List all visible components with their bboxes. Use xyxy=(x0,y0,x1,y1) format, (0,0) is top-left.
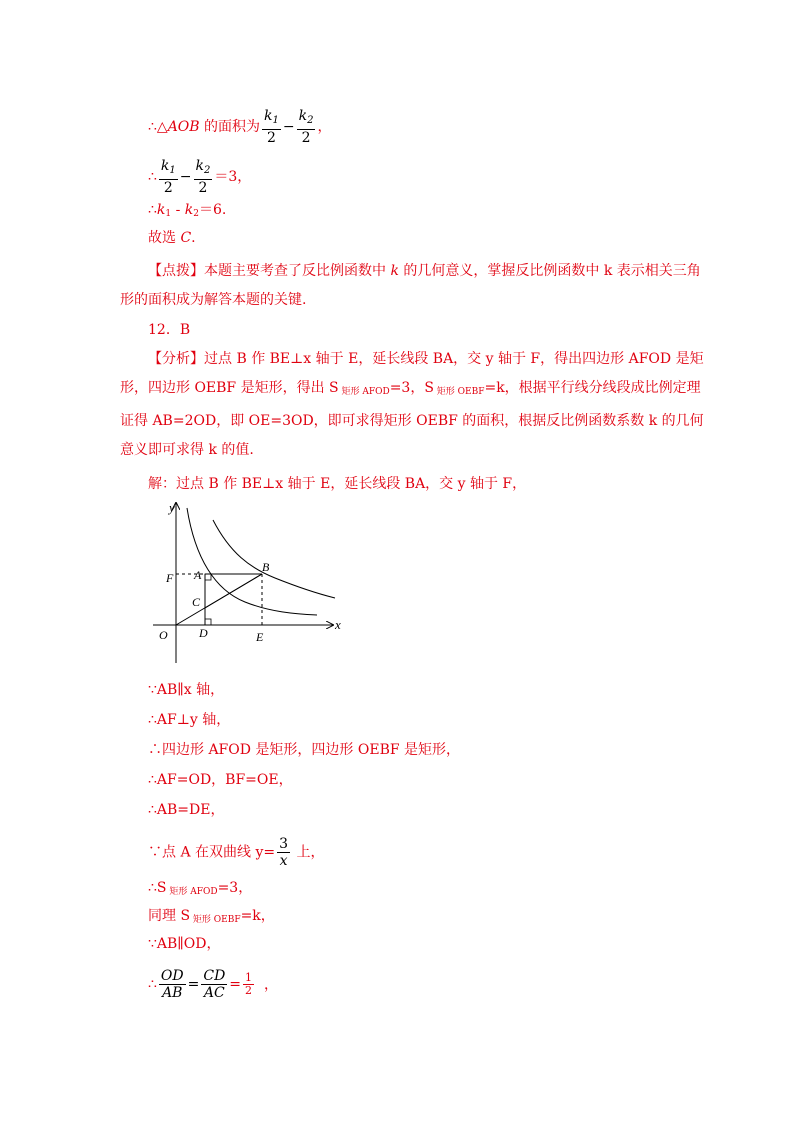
label-F: F xyxy=(166,571,174,585)
label-D: D xyxy=(199,626,208,640)
fraction-od-over-ab: $\frac{OD}{AB}$ xyxy=(160,968,184,1001)
label-x: x xyxy=(335,617,341,632)
step-2: ∴AF⊥y 轴， xyxy=(148,712,231,728)
step-8: 同理 S $_{矩形 OEBF}$=k， xyxy=(148,908,275,925)
equation-line-6: $\therefore k_1 - k_2=6$. xyxy=(148,202,227,219)
label-y: y xyxy=(169,500,175,515)
label-B: B xyxy=(262,560,270,574)
label-E: E xyxy=(256,630,264,644)
fraction-cd-over-ac: $\frac{CD}{AC}$ xyxy=(203,968,226,1001)
fenxi-paragraph: 【分析】过点 B 作 BE⊥x 轴于 E，延长线段 BA，交 y 轴于 F，得出四边形 AFOD 是矩形，四边形 OEBF 是矩形，得出 S $_{矩形 AFOD}$=3，S $_{矩形 OEBF}$=k，根据平行线分线段成比例定理证得 AB=2OD，即 OE=3OD，即可求得矩形 OEBF 的面积，根据反比例函数系数 k 的几何意义即可求得 k 的值. xyxy=(120,351,704,458)
equation-line-3: ∴ $\frac{k_1}{2}$ − $\frac{k_2}{2}$ ＝3， xyxy=(148,158,252,196)
fraction-k2-over-2: $\frac{k_2}{2}$ xyxy=(298,108,314,146)
label-O: O xyxy=(159,628,168,642)
fraction-k2-over-2: $\frac{k_2}{2}$ xyxy=(195,158,211,196)
step-4: ∴AF=OD，BF=OE， xyxy=(148,772,293,788)
dianbo-paragraph: 【点拨】本题主要考查了反比例函数中 k 的几何意义，掌握反比例函数中 k 表示相关三角形的面积成为解答本题的关键. xyxy=(120,263,701,308)
step-3: ∴四边形 AFOD 是矩形，四边形 OEBF 是矩形， xyxy=(148,742,461,758)
label-C: C xyxy=(192,595,201,609)
step-1: ∵AB∥x 轴， xyxy=(148,682,225,698)
label-A: A xyxy=(194,568,202,582)
solution-intro: 解：过点 B 作 BE⊥x 轴于 E，延长线段 BA，交 y 轴于 F， xyxy=(148,476,527,492)
step-5: ∴AB=DE， xyxy=(148,802,225,818)
step-6: ∵点 A 在双曲线 y= $\frac{3}{x}$ 上， xyxy=(148,836,325,869)
area-aob-line: ∴△AOB 的面积为 $\frac{k_1}{2}$ − $\frac{k_2}{2}$ ， xyxy=(148,108,332,146)
fraction-k1-over-2: $\frac{k_1}{2}$ xyxy=(264,108,279,146)
geometry-figure xyxy=(145,498,350,672)
fraction-k1-over-2: $\frac{k_1}{2}$ xyxy=(160,158,176,196)
step-7: ∴S $_{矩形 AFOD}$=3， xyxy=(148,880,253,897)
step-9: ∵AB∥OD， xyxy=(148,936,221,952)
outer-hyperbola xyxy=(213,520,335,598)
answer-line: 故选 C. xyxy=(148,230,196,246)
fraction-3-over-x: $\frac{3}{x}$ xyxy=(279,836,289,869)
fraction-1-over-2: $\frac{1}{2}$ xyxy=(245,971,253,997)
hyperbola-diagram xyxy=(145,498,350,668)
inner-hyperbola xyxy=(187,508,317,615)
question-12-answer: 12．B xyxy=(148,322,191,338)
step-10: ∴ $\frac{OD}{AB}$ = $\frac{CD}{AC}$ = $\frac{1}{2}$ ， xyxy=(148,968,279,1001)
